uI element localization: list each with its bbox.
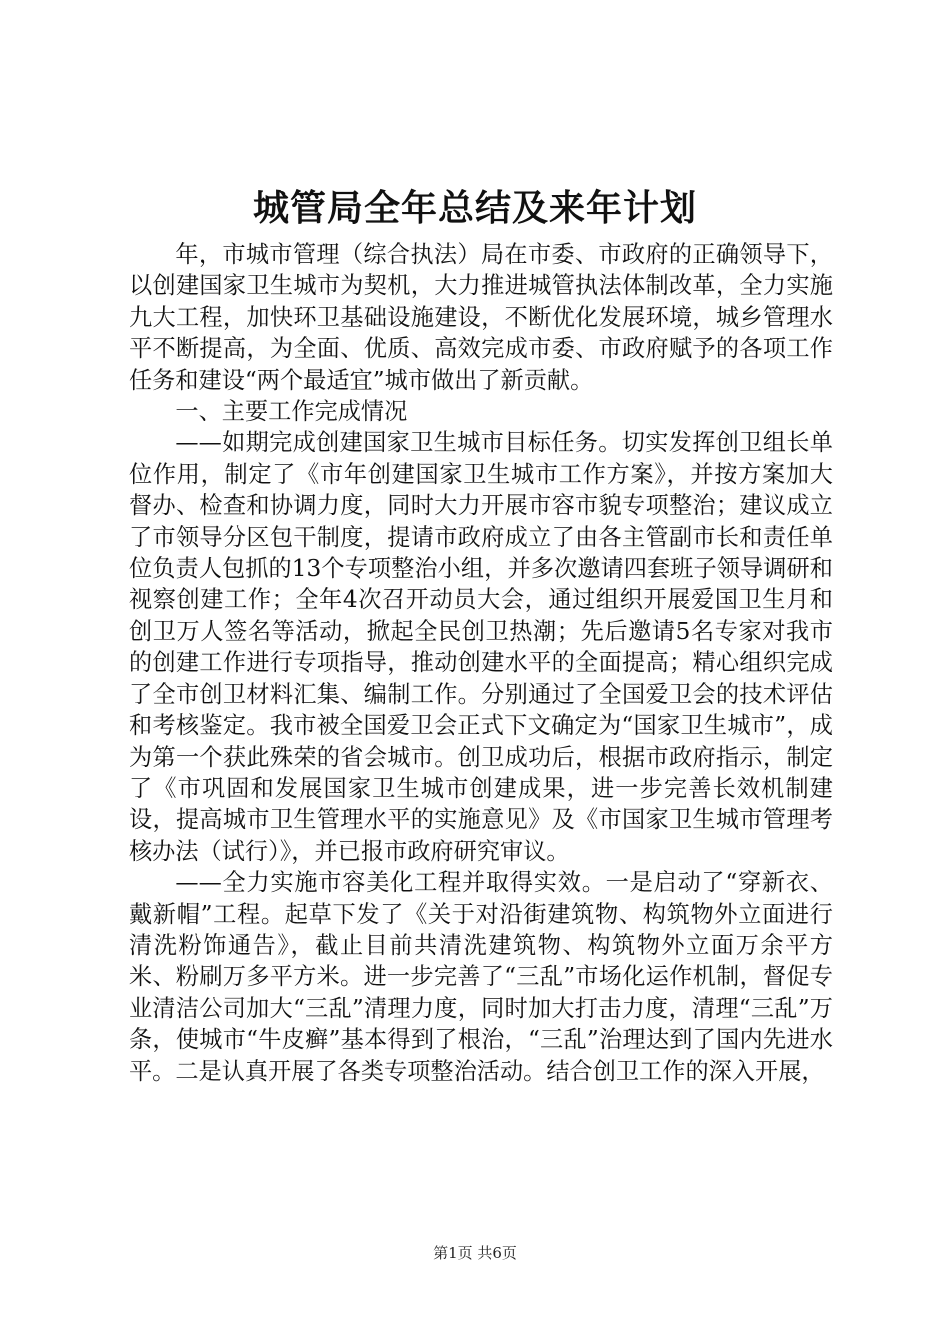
paragraph-city-beautification: ——全力实施市容美化工程并取得实效。一是启动了“穿新衣、戴新帽”工程。起草下发了《关于对沿街建筑物、构筑物外立面进行清洗粉饰通告》，截止目前共清洗建筑物、构筑物外立面万余平方米、粉刷万多平方米。进一步完善了“三乱”市场化运作机制，督促专业清洁公司加大“三乱”清理力度，同时加大打击力度，清理“三乱”万条，使城市“牛皮癣”基本得到了根治，“三乱”治理达到了国内先进水平。二是认真开展了各类专项整治活动。结合创卫工作的深入开展， xyxy=(129,869,833,1085)
document-title: 城管局全年总结及来年计划 xyxy=(252,188,697,229)
document-body xyxy=(129,239,833,1087)
page-number-footer: 第1页 共6页 xyxy=(433,1244,517,1262)
paragraph-intro: 年，市城市管理（综合执法）局在市委、市政府的正确领导下，以创建国家卫生城市为契机，大力推进城管执法体制改革，全力实施九大工程，加快环卫基础设施建设，不断优化发展环境，城乡管理水平不断提高，为全面、优质、高效完成市委、市政府赋予的各项工作任务和建设“两个最适宜”城市做出了新贡献。 xyxy=(129,241,833,394)
paragraph-sanitary-city: ——如期完成创建国家卫生城市目标任务。切实发挥创卫组长单位作用，制定了《市年创建国家卫生城市工作方案》，并按方案加大督办、检查和协调力度，同时大力开展市容市貌专项整治；建议成立了市领导分区包干制度，提请市政府成立了由各主管副市长和责任单位负责人包抓的13个专项整治小组，并多次邀请四套班子领导调研和视察创建工作；全年4次召开动员大会，通过组织开展爱国卫生月和创卫万人签名等活动，掀起全民创卫热潮；先后邀请5名专家对我市的创建工作进行专项指导，推动创建水平的全面提高；精心组织完成了全市创卫材料汇集、编制工作。分别通过了全国爱卫会的技术评估和考核鉴定。我市被全国爱卫会正式下文确定为“国家卫生城市”，成为第一个获此殊荣的省会城市。创卫成功后，根据市政府指示，制定了《市巩固和发展国家卫生城市创建成果，进一步完善长效机制建设，提高城市卫生管理水平的实施意见》及《市国家卫生城市管理考核办法（试行）》，并已报市政府研究审议。 xyxy=(129,429,833,865)
section-heading: 一、主要工作完成情况 xyxy=(175,398,408,426)
